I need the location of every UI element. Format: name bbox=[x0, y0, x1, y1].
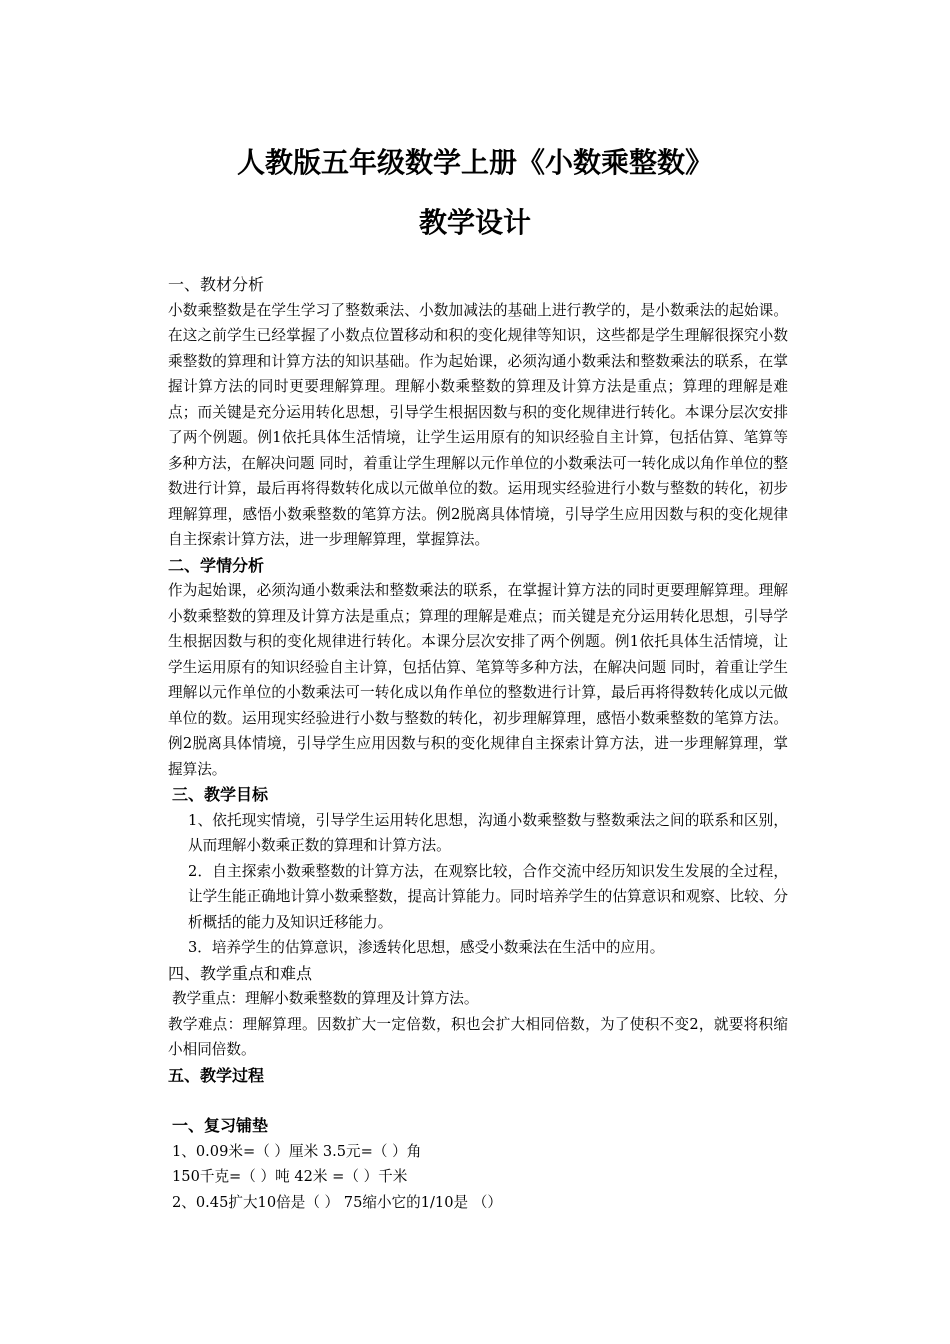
teaching-key-point: 教学重点：理解小数乘整数的算理及计算方法。 bbox=[172, 990, 479, 1007]
document-body bbox=[168, 272, 788, 1215]
exercise-line-1: 1、0.09米=（ ）厘米 3.5元=（ ）角 bbox=[172, 1142, 422, 1160]
section-heading-student-analysis: 二、学情分析 bbox=[168, 555, 265, 575]
teaching-goal-3: 3．培养学生的估算意识，渗透转化思想，感受小数乘法在生活中的应用。 bbox=[188, 939, 665, 956]
exercise-line-2: 150千克=（ ）吨 42米 =（ ）千米 bbox=[172, 1168, 408, 1185]
subheading-review: 一、复习铺垫 bbox=[172, 1116, 269, 1135]
document-subtitle: 教学设计 bbox=[418, 206, 531, 239]
section-heading-teaching-goals: 三、教学目标 bbox=[172, 785, 269, 804]
section-heading-key-points: 四、教学重点和难点 bbox=[168, 963, 313, 983]
paragraph-textbook-analysis: 小数乘整数是在学生学习了整数乘法、小数加减法的基础上进行教学的，是小数乘法的起始课。在这之前学生已经掌握了小数点位置移动和积的变化规律等知识，这些都是学生理解很探究小数乘整数的算理和计算方法的知识基础。作为起始课，必须沟通小数乘法和整数乘法的联系，在掌握计算方法的同时更要理解算理。理解小数乘整数的算理及计算方法是重点；算理的理解是难点；而关键是充分运用转化思想，引导学生根据因数与积的变化规律进行转化。本课分层次安排了两个例题。例1依托具体生活情境，让学生运用原有的知识经验自主计算，包括估算、笔算等多种方法，在解决问题 同时，着重让学生理解以元作单位的小数乘法可一转化成以角作单位的整数进行计算，最后再将得数转化成以元做单位的数。运用现实经验进行小数与整数的转化，初步理解算理，感悟小数乘整数的笔算方法。例2脱离具体情境，引导学生应用因数与积的变化规律自主探索计算方法，进一步理解算理，掌握算法。 bbox=[168, 301, 788, 548]
teaching-goal-2: 2．自主探索小数乘整数的计算方法，在观察比较，合作交流中经历知识发生发展的全过程，让学生能正确地计算小数乘整数，提高计算能力。同时培养学生的估算意识和观察、比较、分析概括的能力及知识迁移能力。 bbox=[188, 862, 788, 931]
section-heading-textbook-analysis: 一、教材分析 bbox=[168, 275, 265, 294]
document-title: 人教版五年级数学上册《小数乘整数》 bbox=[236, 146, 713, 179]
teaching-goal-1: 1、依托现实情境，引导学生运用转化思想，沟通小数乘整数与整数乘法之间的联系和区别，从而理解小数乘正数的算理和计算方法。 bbox=[188, 811, 788, 854]
exercise-line-3: 2、0.45扩大10倍是（ ） 75缩小它的1/10是 （） bbox=[172, 1193, 502, 1211]
teaching-difficulty: 教学难点：理解算理。因数扩大一定倍数，积也会扩大相同倍数，为了使积不变2，就要将积缩小相同倍数。 bbox=[168, 1015, 788, 1058]
section-heading-teaching-process: 五、教学过程 bbox=[168, 1065, 265, 1085]
blank-line bbox=[168, 1088, 788, 1113]
paragraph-student-analysis: 作为起始课，必须沟通小数乘法和整数乘法的联系，在掌握计算方法的同时更要理解算理。理解小数乘整数的算理及计算方法是重点；算理的理解是难点；而关键是充分运用转化思想，引导学生根据因数与积的变化规律进行转化。本课分层次安排了两个例题。例1依托具体生活情境，让学生运用原有的知识经验自主计算，包括估算、笔算等多种方法，在解决问题 同时，着重让学生理解以元作单位的小数乘法可一转化成以角作单位的整数进行计算，最后再将得数转化成以元做单位的数。运用现实经验进行小数与整数的转化，初步理解算理，感悟小数乘整数的笔算方法。例2脱离具体情境，引导学生应用因数与积的变化规律自主探索计算方法，进一步理解算理，掌握算法。 bbox=[168, 582, 788, 778]
